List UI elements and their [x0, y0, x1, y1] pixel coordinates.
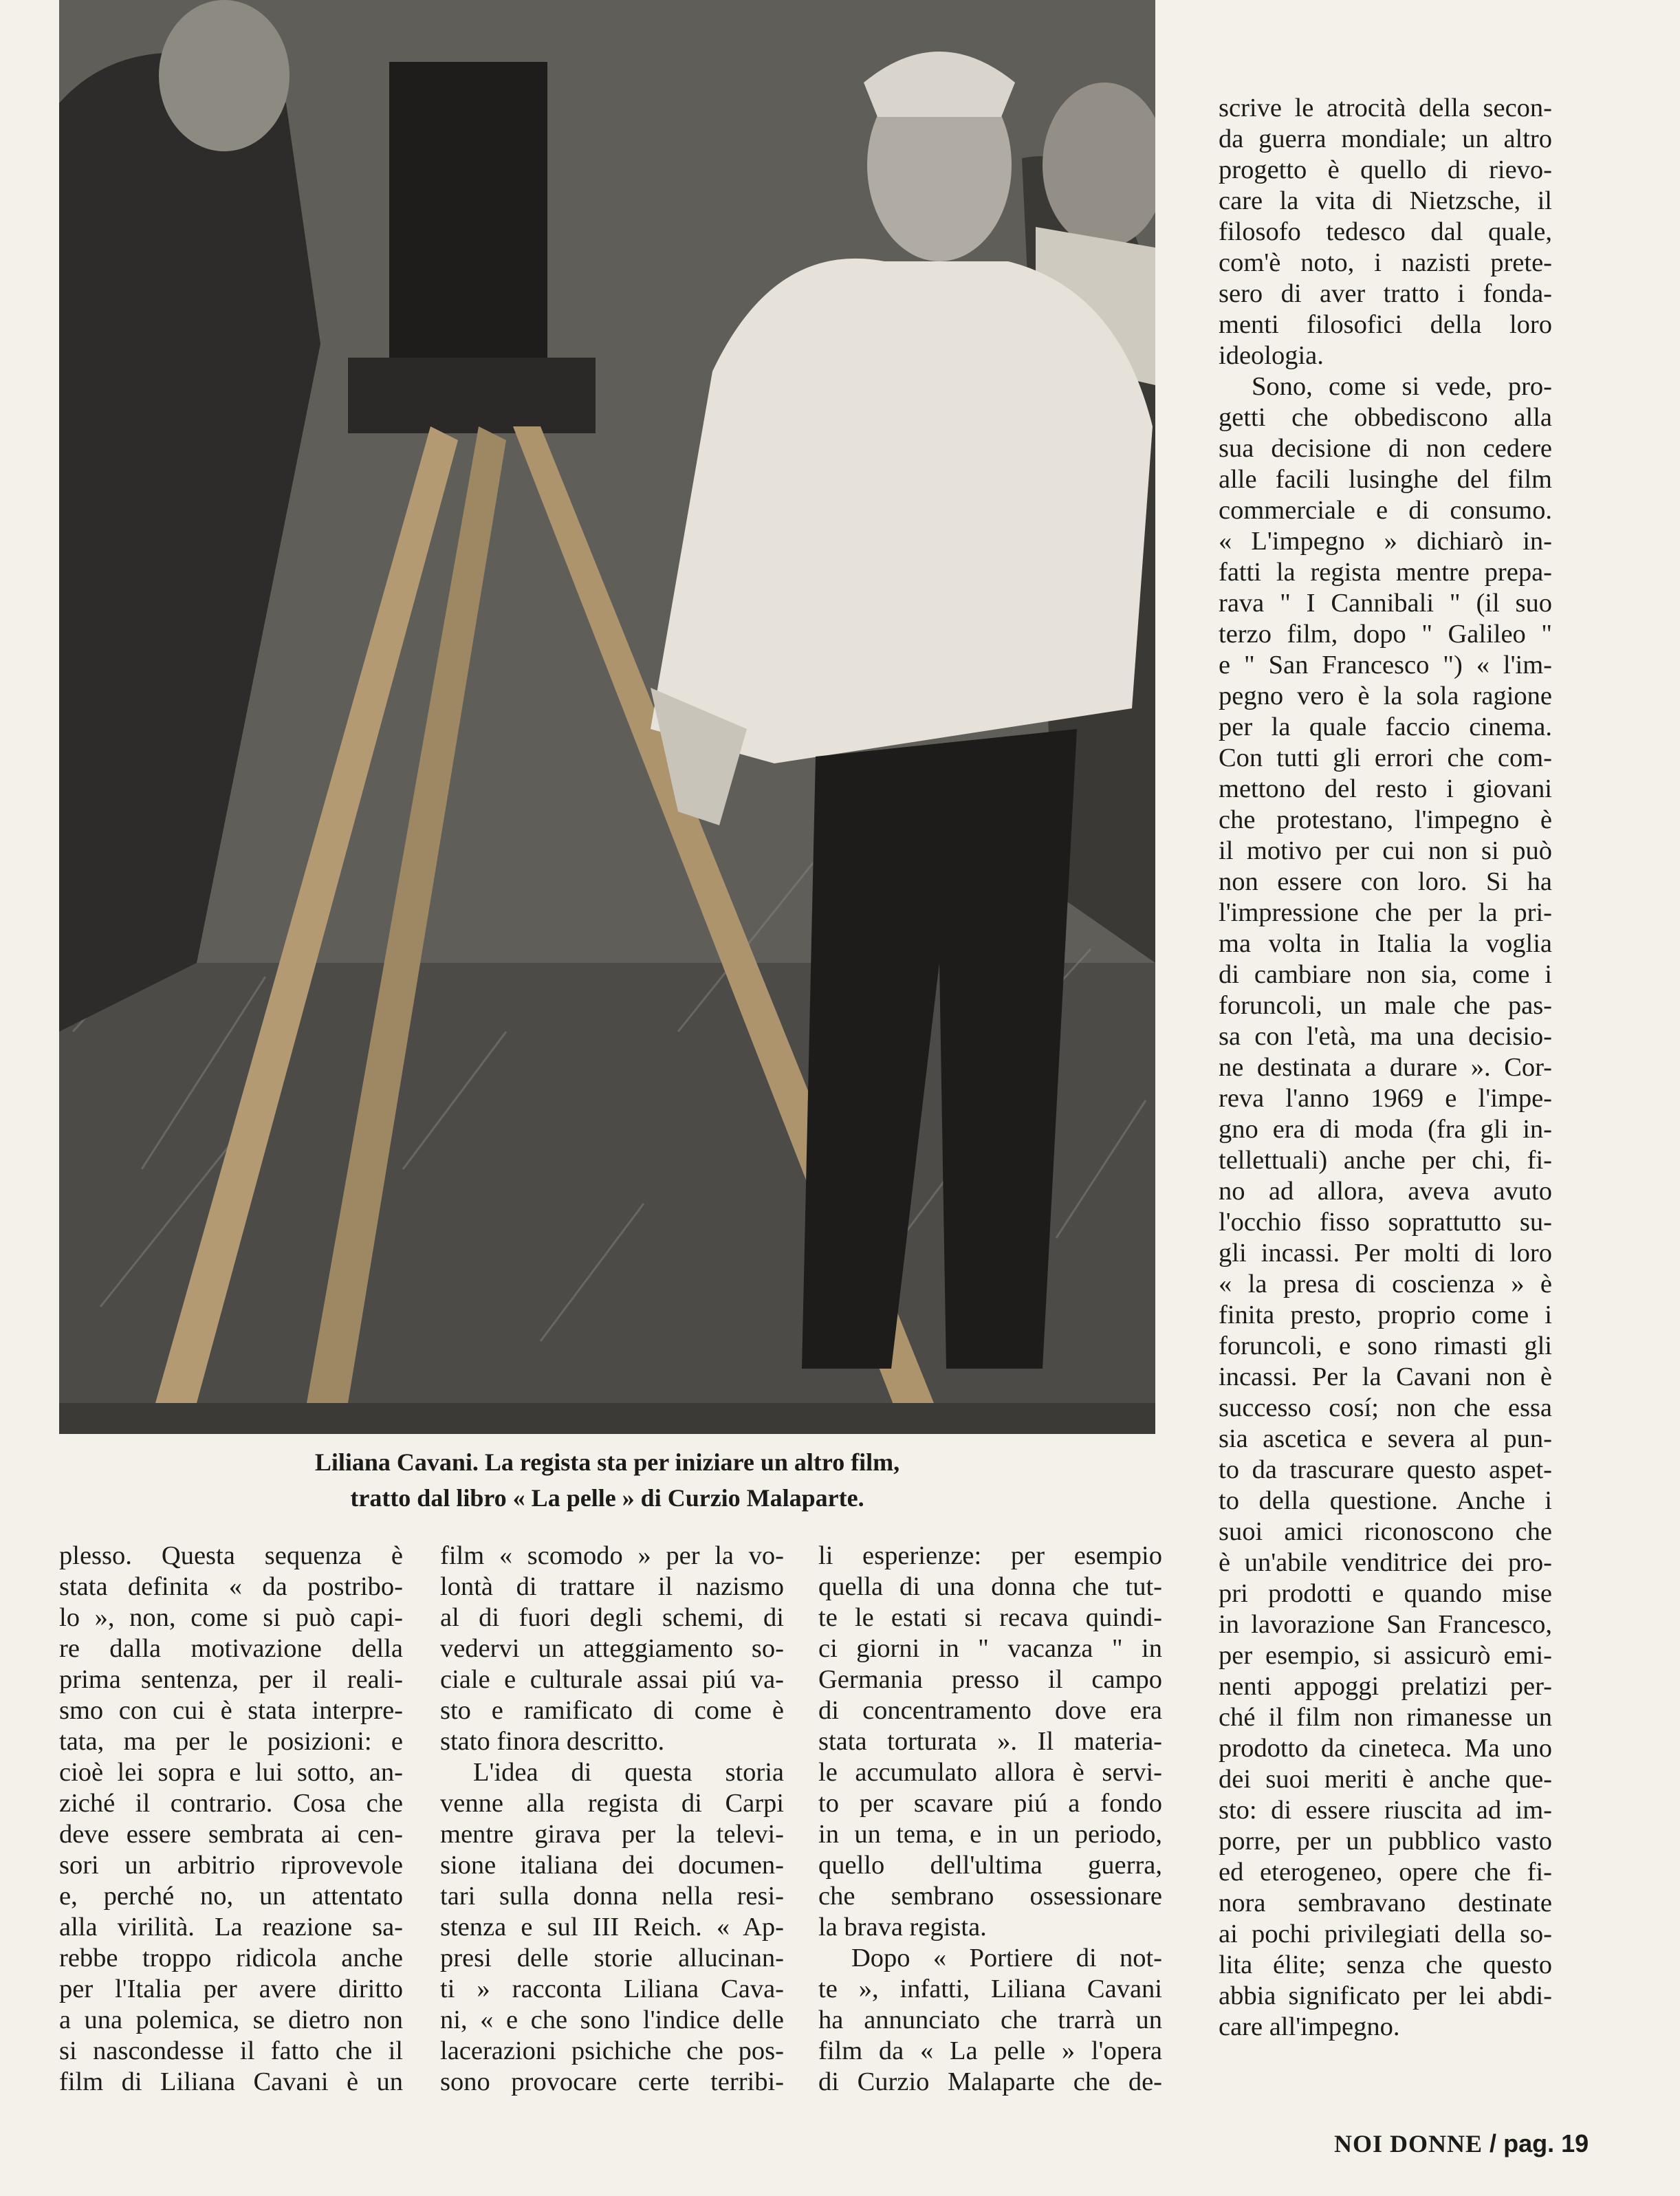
- text-line: la brava regista.: [818, 1913, 987, 1942]
- text-line: di concentramento dove era: [818, 1696, 1162, 1725]
- text-line: da guerra mondiale; un altro: [1219, 124, 1552, 153]
- text-line: Dopo « Portiere di not-: [851, 1944, 1162, 1972]
- text-line: in un tema, e in un periodo,: [818, 1820, 1162, 1849]
- text-line: ma volta in Italia la voglia: [1219, 929, 1552, 958]
- text-line: stata torturata ». Il materia-: [818, 1727, 1162, 1756]
- text-line: reva l'anno 1969 e l'impe-: [1219, 1084, 1552, 1113]
- text-line: vedervi un atteggiamento so-: [440, 1634, 784, 1663]
- text-line: tellettuali) anche per chi, fi-: [1219, 1146, 1552, 1175]
- text-line: stato finora descritto.: [440, 1727, 665, 1756]
- text-line: nora sembravano destinate: [1219, 1889, 1552, 1917]
- text-line: « la presa di coscienza » è: [1219, 1270, 1552, 1298]
- text-line: ha annunciato che trarrà un: [818, 2005, 1162, 2034]
- text-line: ed eterogeneo, opere che fi-: [1219, 1858, 1552, 1887]
- text-line: sono provocare certe terribi-: [440, 2067, 784, 2096]
- text-line: mentre girava per la televi-: [440, 1820, 784, 1849]
- text-line: prima sentenza, per il reali-: [59, 1665, 403, 1694]
- text-line: di Curzio Malaparte che de-: [818, 2067, 1162, 2096]
- text-line: che protestano, l'impegno è: [1219, 805, 1552, 834]
- text-line: l'occhio fisso soprattutto su-: [1219, 1208, 1552, 1237]
- text-line: stenza e sul III Reich. « Ap-: [440, 1913, 784, 1942]
- text-line: sa con l'età, ma una decisio-: [1219, 1022, 1552, 1051]
- text-line: getti che obbediscono alla: [1219, 403, 1552, 432]
- text-line: no ad allora, aveva avuto: [1219, 1177, 1552, 1206]
- text-line: lontà di trattare il nazismo: [440, 1572, 784, 1601]
- text-line: lo », non, come si può capi-: [59, 1603, 403, 1632]
- text-line: sia ascetica e severa al pun-: [1219, 1424, 1552, 1453]
- text-column-3: [818, 1541, 1162, 2098]
- text-line: film da « La pelle » l'opera: [818, 2036, 1162, 2065]
- text-line: ai pochi privilegiati della so-: [1219, 1920, 1552, 1948]
- text-line: Con tutti gli errori che com-: [1219, 743, 1552, 772]
- text-line: sto e ramificato di come è: [440, 1696, 784, 1725]
- text-line: ideologia.: [1219, 341, 1324, 370]
- text-line: in lavorazione San Francesco,: [1219, 1610, 1552, 1639]
- text-line: mettono del resto i giovani: [1219, 774, 1552, 803]
- text-line: è un'abile venditrice dei pro-: [1219, 1548, 1552, 1577]
- text-line: l'impressione che per la pri-: [1219, 898, 1552, 927]
- text-line: quello dell'ultima guerra,: [818, 1851, 1162, 1880]
- caption-line: tratto dal libro « La pelle » di Curzio Malaparte.: [350, 1484, 864, 1512]
- text-line: te le estati si recava quindi-: [818, 1603, 1162, 1632]
- text-line: stata definita « da postribo-: [59, 1572, 403, 1601]
- text-line: foruncoli, e sono rimasti gli: [1219, 1331, 1552, 1360]
- text-line: te », infatti, Liliana Cavani: [818, 1975, 1162, 2003]
- text-line: filosofo tedesco dal quale,: [1219, 217, 1552, 246]
- text-line: gno era di moda (fra gli in-: [1219, 1115, 1552, 1144]
- photo-caption: [59, 1444, 1155, 1516]
- text-line: ti » racconta Liliana Cava-: [440, 1975, 784, 2003]
- text-line: per la quale faccio cinema.: [1219, 713, 1552, 741]
- text-line: ni, « e che sono l'indice delle: [440, 2005, 784, 2034]
- text-line: to della questione. Anche i: [1219, 1486, 1552, 1515]
- text-line: sori un arbitrio riprovevole: [59, 1851, 403, 1880]
- text-line: tata, ma per le posizioni: e: [59, 1727, 403, 1756]
- text-line: sto: di essere riuscita ad im-: [1219, 1796, 1552, 1825]
- text-line: to da trascurare questo aspet-: [1219, 1455, 1552, 1484]
- text-line: nenti appoggi prelatizi per-: [1219, 1672, 1552, 1701]
- text-line: gli incassi. Per molti di loro: [1219, 1239, 1552, 1268]
- text-line: pri prodotti e quando mise: [1219, 1579, 1552, 1608]
- magazine-logo: NOI DONNE: [1334, 2130, 1483, 2157]
- text-line: dei suoi meriti è anche que-: [1219, 1765, 1552, 1794]
- text-line: L'idea di questa storia: [473, 1758, 784, 1787]
- text-line: rava " I Cannibali " (il suo: [1219, 589, 1552, 618]
- text-line: tari sulla donna nella resi-: [440, 1882, 784, 1911]
- text-column-1: [59, 1541, 403, 2098]
- text-line: e, perché no, un attentato: [59, 1882, 403, 1911]
- text-line: per l'Italia per avere diritto: [59, 1975, 403, 2003]
- text-line: foruncoli, un male che pas-: [1219, 991, 1552, 1020]
- text-line: suoi amici riconoscono che: [1219, 1517, 1552, 1546]
- caption-line: Liliana Cavani. La regista sta per iniziare un altro film,: [314, 1448, 900, 1476]
- text-line: e " San Francesco ") « l'im-: [1219, 651, 1552, 680]
- text-line: fatti la regista mentre prepa-: [1219, 558, 1552, 587]
- text-line: scrive le atrocità della secon-: [1219, 94, 1552, 122]
- text-line: non essere con loro. Si ha: [1219, 867, 1552, 896]
- text-line: al di fuori degli schemi, di: [440, 1603, 784, 1632]
- text-line: sione italiana dei documen-: [440, 1851, 784, 1880]
- text-line: lita élite; senza che questo: [1219, 1950, 1552, 1979]
- photo-illustration: [59, 0, 1155, 1434]
- text-line: cioè lei sopra e lui sotto, an-: [59, 1758, 403, 1787]
- text-line: ciale e culturale assai piú va-: [440, 1665, 784, 1694]
- text-line: abbia significato per lei abdi-: [1219, 1981, 1552, 2010]
- text-line: porre, per un pubblico vasto: [1219, 1827, 1552, 1856]
- text-line: ziché il contrario. Cosa che: [59, 1789, 403, 1818]
- text-line: rebbe troppo ridicola anche: [59, 1944, 403, 1972]
- text-line: il motivo per cui non si può: [1219, 836, 1552, 865]
- text-line: re dalla motivazione della: [59, 1634, 403, 1663]
- text-line: pegno vero è la sola ragione: [1219, 682, 1552, 710]
- text-line: ci giorni in " vacanza " in: [818, 1634, 1162, 1663]
- text-line: prodotto da cineteca. Ma uno: [1219, 1734, 1552, 1763]
- text-line: presi delle storie allucinan-: [440, 1944, 784, 1972]
- text-line: alla virilità. La reazione sa-: [59, 1913, 403, 1942]
- text-line: alle facili lusinghe del film: [1219, 465, 1552, 494]
- text-line: Germania presso il campo: [818, 1665, 1162, 1694]
- text-line: lacerazioni psichiche che pos-: [440, 2036, 784, 2065]
- text-line: che sembrano ossessionare: [818, 1882, 1162, 1911]
- text-line: quella di una donna che tut-: [818, 1572, 1162, 1601]
- footer-separator: /: [1490, 2129, 1497, 2157]
- page-footer: [1334, 2129, 1589, 2158]
- text-line: care la vita di Nietzsche, il: [1219, 186, 1552, 215]
- text-line: le accumulato allora è servi-: [818, 1758, 1162, 1787]
- text-line: venne alla regista di Carpi: [440, 1789, 784, 1818]
- text-line: sero di aver tratto i fonda-: [1219, 279, 1552, 308]
- text-line: di cambiare non sia, come i: [1219, 960, 1552, 989]
- text-line: li esperienze: per esempio: [818, 1541, 1162, 1570]
- page-number: pag. 19: [1503, 2129, 1589, 2157]
- text-line: ché il film non rimanesse un: [1219, 1703, 1552, 1732]
- text-line: « L'impegno » dichiarò in-: [1219, 527, 1552, 556]
- text-line: com'è noto, i nazisti prete-: [1219, 248, 1552, 277]
- text-line: commerciale e di consumo.: [1219, 496, 1552, 525]
- text-line: terzo film, dopo " Galileo ": [1219, 620, 1552, 649]
- text-line: plesso. Questa sequenza è: [59, 1541, 403, 1570]
- text-line: incassi. Per la Cavani non è: [1219, 1362, 1552, 1391]
- text-line: to per scavare piú a fondo: [818, 1789, 1162, 1818]
- article-photo: [59, 0, 1155, 1434]
- text-line: successo cosí; non che essa: [1219, 1393, 1552, 1422]
- text-line: a una polemica, se dietro non: [59, 2005, 403, 2034]
- text-line: per esempio, si assicurò emi-: [1219, 1641, 1552, 1670]
- text-line: smo con cui è stata interpre-: [59, 1696, 403, 1725]
- text-line: film di Liliana Cavani è un: [59, 2067, 403, 2096]
- text-line: menti filosofici della loro: [1219, 310, 1552, 339]
- text-line: finita presto, proprio come i: [1219, 1301, 1552, 1329]
- text-line: ne destinata a durare ». Cor-: [1219, 1053, 1552, 1082]
- text-line: progetto è quello di rievo-: [1219, 155, 1552, 184]
- text-line: deve essere sembrata ai cen-: [59, 1820, 403, 1849]
- text-line: sua decisione di non cedere: [1219, 434, 1552, 463]
- text-line: care all'impegno.: [1219, 2012, 1400, 2041]
- text-line: si nascondesse il fatto che il: [59, 2036, 403, 2065]
- text-line: Sono, come si vede, pro-: [1252, 372, 1552, 401]
- text-column-4: [1219, 93, 1552, 2043]
- text-line: film « scomodo » per la vo-: [440, 1541, 784, 1570]
- text-column-2: [440, 1541, 784, 2098]
